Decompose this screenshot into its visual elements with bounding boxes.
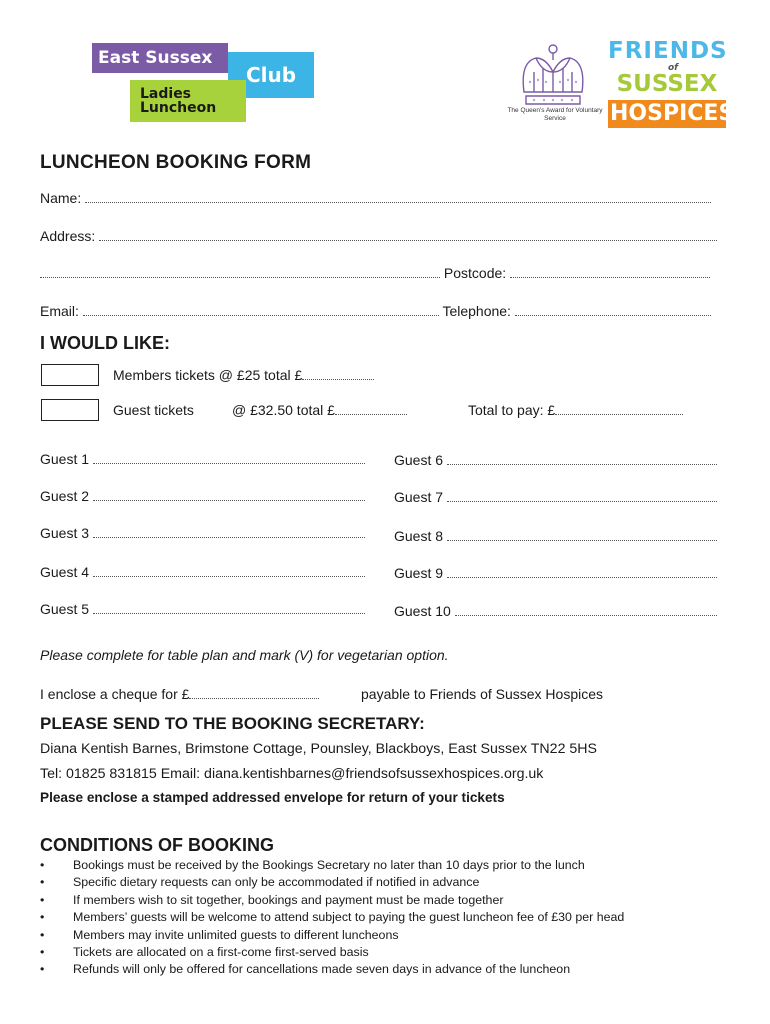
address-field[interactable] bbox=[99, 228, 717, 241]
east-sussex-logo-block bbox=[92, 43, 228, 73]
logo-ladies-text: Ladies bbox=[140, 86, 192, 102]
guest-label: Guest 2 bbox=[40, 488, 90, 504]
telephone-label: Telephone: bbox=[442, 303, 511, 319]
queens-award-caption: The Queen's Award for Voluntary Service bbox=[507, 107, 603, 122]
guest-label: Guest 3 bbox=[40, 525, 90, 541]
logo-of-text: of bbox=[668, 63, 679, 73]
name-row bbox=[40, 190, 711, 206]
guest-row bbox=[40, 451, 365, 467]
logo-sussex-text: SUSSEX bbox=[616, 71, 718, 97]
name-label: Name: bbox=[40, 190, 82, 206]
secretary-contact: Tel: 01825 831815 Email: diana.kentishbarnes@friendsofsussexhospices.org.uk bbox=[40, 766, 544, 782]
sae-instruction: Please enclose a stamped addressed envelope for return of your tickets bbox=[40, 790, 505, 805]
guest-name-field[interactable] bbox=[93, 564, 365, 577]
members-tickets-label: Members tickets @ £25 total £ bbox=[113, 367, 303, 383]
logo-club-text: Club bbox=[245, 63, 297, 87]
guest-tickets-row bbox=[232, 402, 407, 418]
total-to-pay-label: Total to pay: £ bbox=[468, 402, 556, 418]
guest-row bbox=[40, 525, 365, 541]
bullet-icon: • bbox=[40, 875, 45, 890]
address-label: Address: bbox=[40, 228, 96, 244]
guest-name-field[interactable] bbox=[447, 489, 717, 502]
telephone-field[interactable] bbox=[515, 303, 711, 316]
form-title: LUNCHEON BOOKING FORM bbox=[40, 152, 312, 173]
guest-tickets-price-label: @ £32.50 total £ bbox=[232, 402, 335, 418]
guest-tickets-quantity-box[interactable] bbox=[41, 399, 99, 421]
crown-icon bbox=[514, 42, 592, 110]
condition-text: Members’ guests will be welcome to attend subject to paying the guest luncheon fee of £30 per head bbox=[73, 910, 625, 925]
members-total-field[interactable] bbox=[302, 367, 374, 380]
guest-row bbox=[394, 489, 717, 505]
condition-text: Tickets are allocated on a first-come first-served basis bbox=[73, 944, 369, 959]
guest-row bbox=[394, 565, 717, 581]
guest-row bbox=[394, 452, 717, 468]
address-field-line2[interactable] bbox=[40, 265, 440, 278]
logo-luncheon-text: Luncheon bbox=[140, 100, 217, 116]
total-to-pay-row bbox=[468, 402, 683, 418]
guest-name-field[interactable] bbox=[93, 601, 365, 614]
cheque-label: I enclose a cheque for £ bbox=[40, 686, 190, 702]
logo-east-sussex-text: East Sussex bbox=[98, 47, 213, 68]
guest-name-field[interactable] bbox=[447, 528, 717, 541]
guest-name-field[interactable] bbox=[93, 488, 365, 501]
condition-text: Members may invite unlimited guests to different luncheons bbox=[73, 927, 399, 942]
guest-row bbox=[394, 528, 717, 544]
total-to-pay-field[interactable] bbox=[555, 402, 683, 415]
bullet-icon: • bbox=[40, 910, 45, 925]
guest-label: Guest 1 bbox=[40, 451, 90, 467]
condition-item bbox=[40, 893, 624, 910]
condition-item bbox=[40, 945, 624, 962]
guest-name-field[interactable] bbox=[447, 452, 717, 465]
bullet-icon: • bbox=[40, 892, 45, 907]
members-tickets-row bbox=[113, 367, 374, 383]
condition-item bbox=[40, 962, 624, 979]
postcode-field[interactable] bbox=[510, 265, 710, 278]
condition-text: Refunds will only be offered for cancellations made seven days in advance of the luncheon bbox=[73, 962, 571, 977]
guest-name-field[interactable] bbox=[93, 451, 365, 464]
guest-label: Guest 10 bbox=[394, 603, 451, 619]
condition-text: Bookings must be received by the Bookings Secretary no later than 10 days prior to the lunch bbox=[73, 858, 585, 872]
guest-total-field[interactable] bbox=[335, 402, 407, 415]
bullet-icon: • bbox=[40, 858, 45, 872]
address-postcode-row bbox=[40, 265, 710, 281]
name-field[interactable] bbox=[85, 190, 711, 203]
members-tickets-quantity-box[interactable] bbox=[41, 364, 99, 386]
send-to-secretary-heading: PLEASE SEND TO THE BOOKING SECRETARY: bbox=[40, 714, 425, 733]
guest-tickets-label: Guest tickets bbox=[113, 402, 194, 418]
logo-hospices-text: HOSPICES bbox=[610, 101, 735, 126]
postcode-label: Postcode: bbox=[443, 265, 507, 281]
guest-name-field[interactable] bbox=[93, 525, 365, 538]
guest-label: Guest 8 bbox=[394, 528, 444, 544]
bullet-icon: • bbox=[40, 927, 45, 942]
email-telephone-row bbox=[40, 303, 711, 319]
condition-item bbox=[40, 858, 624, 875]
guest-label: Guest 4 bbox=[40, 564, 90, 580]
cheque-amount-field[interactable] bbox=[189, 686, 319, 699]
condition-item bbox=[40, 910, 624, 927]
guest-label: Guest 7 bbox=[394, 489, 444, 505]
email-field[interactable] bbox=[83, 303, 439, 316]
i-would-like-heading: I WOULD LIKE: bbox=[40, 333, 170, 353]
ladies-luncheon-logo-block bbox=[130, 80, 246, 122]
secretary-address: Diana Kentish Barnes, Brimstone Cottage, Pounsley, Blackboys, East Sussex TN22 5HS bbox=[40, 741, 598, 757]
guest-label: Guest 6 bbox=[394, 452, 444, 468]
guest-row bbox=[40, 488, 365, 504]
guest-label: Guest 5 bbox=[40, 601, 90, 617]
condition-text: If members wish to sit together, bookings and payment must be made together bbox=[73, 892, 504, 907]
condition-text: Specific dietary requests can only be accommodated if notified in advance bbox=[73, 875, 480, 890]
guest-row bbox=[394, 603, 717, 619]
vegetarian-note: Please complete for table plan and mark (V) for vegetarian option. bbox=[40, 647, 449, 663]
cheque-payable-text: payable to Friends of Sussex Hospices bbox=[361, 686, 604, 702]
condition-item bbox=[40, 928, 624, 945]
email-label: Email: bbox=[40, 303, 79, 319]
guest-name-field[interactable] bbox=[447, 565, 717, 578]
guest-row bbox=[40, 601, 365, 617]
address-row bbox=[40, 228, 717, 244]
bullet-icon: • bbox=[40, 962, 45, 977]
guest-row bbox=[40, 564, 365, 580]
bullet-icon: • bbox=[40, 944, 45, 959]
logo-friends-text: FRIENDS bbox=[608, 38, 728, 64]
conditions-heading: CONDITIONS OF BOOKING bbox=[40, 835, 274, 855]
cheque-row bbox=[40, 686, 319, 702]
condition-item bbox=[40, 875, 624, 892]
guest-label: Guest 9 bbox=[394, 565, 444, 581]
guest-name-field[interactable] bbox=[455, 603, 717, 616]
friends-of-sussex-hospices-logo bbox=[608, 38, 735, 128]
conditions-list bbox=[40, 858, 624, 980]
